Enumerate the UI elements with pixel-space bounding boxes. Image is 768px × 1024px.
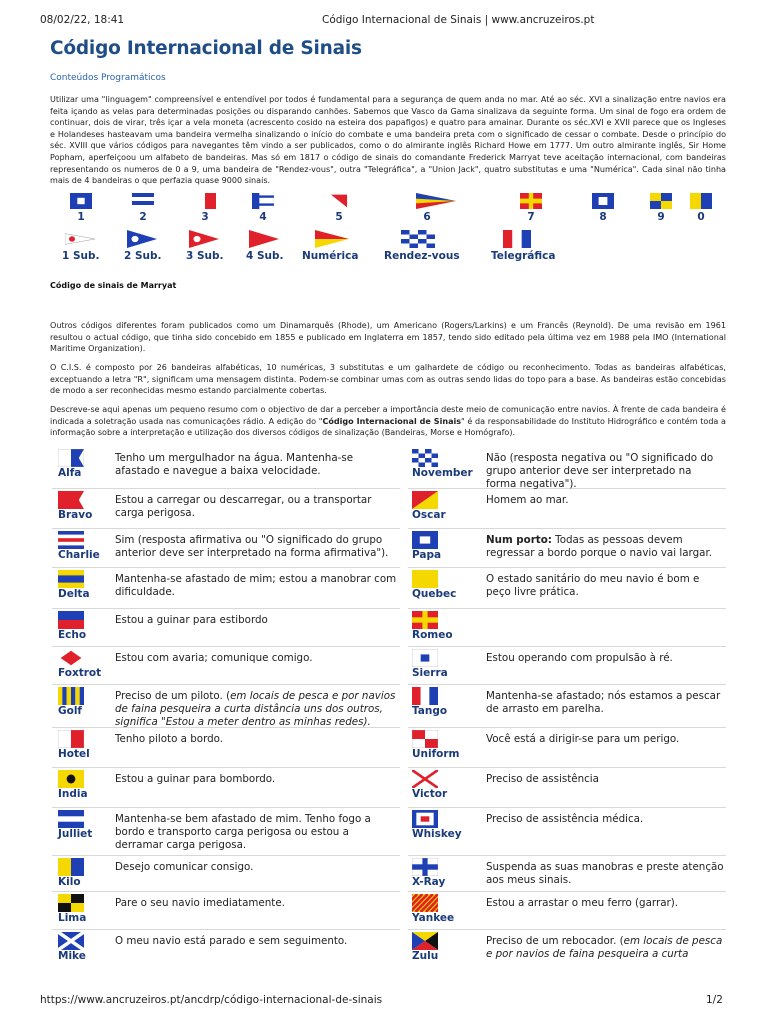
marryat-flag-8 bbox=[592, 193, 614, 213]
flag-name: Kilo bbox=[58, 876, 81, 888]
flag-meaning: Tenho um mergulhador na água. Mantenha-se afastado e navegue a baixa velocidade. bbox=[115, 452, 354, 478]
marryat-sub-label-4: 4 Sub. bbox=[246, 250, 284, 262]
flag-name: India bbox=[58, 788, 88, 800]
marryat-sub-flag-2 bbox=[127, 230, 157, 252]
flag-name: Romeo bbox=[412, 629, 453, 641]
print-header bbox=[0, 14, 768, 30]
marryat-sub-flag-6 bbox=[401, 230, 435, 252]
flag-meaning: Desejo comunicar consigo. bbox=[115, 861, 254, 873]
flag-meaning-text: "Estou a meter dentro as minhas redes). bbox=[161, 716, 371, 729]
flag-meaning: O estado sanitário do meu navio é bom e peço livre prática. bbox=[486, 573, 700, 599]
flag-name: Quebec bbox=[412, 588, 457, 600]
flag-meaning: Não (resposta negativa ou "O significado do grupo anterior deve ser interpretado na forma negativa"). bbox=[486, 452, 714, 491]
flag-name: Hotel bbox=[58, 748, 90, 760]
marryat-label-3: 3 bbox=[201, 211, 209, 223]
marryat-sub-label-2: 2 Sub. bbox=[124, 250, 162, 262]
flag-meaning-text: Preciso de um piloto. ( bbox=[115, 690, 231, 702]
flag-meaning: Estou com avaria; comunique comigo. bbox=[115, 652, 313, 664]
row-divider bbox=[52, 608, 400, 609]
flag-meaning: Estou operando com propulsão à ré. bbox=[486, 652, 673, 664]
row-divider bbox=[408, 727, 726, 728]
flag-meaning-bold: Num porto: bbox=[486, 534, 552, 546]
flag-name: Lima bbox=[58, 912, 87, 924]
intro-paragraph: Utilizar uma "linguagem" compreensível e entendível por todos é fundamental para a segurança de quem anda no mar. Até ao séc. XVI a sinalização entre navios era feita içando as velas para determinadas posições ou disparando canhões. Sabemos que Vasco da Gama sinalizava da seguinte forma. Um sinal de fogo era ordem de continuar, dois de virar, três içar a vela moneta (acrescento cosido na esteira dos papafigos) e quatro para amainar. Durante os séc.XVI e XVII parece que os Ingleses e Holandeses hasteavam uma bandeira vermelha sinalizando o início do combate e uma bandeira preta com o significado de cessar o combate. Desde o princípio do séc. XVIII que vários códigos para navegantes têm vindo a ser publicados, como o do almirante inglês Richard Howe em 1777. Um outro almirante inglês, Sir Home Popham, aperfeiçoou um alfabeto de bandeiras. Mas só em 1817 o código de sinais do comandante Frederick Marryat teve aceitação internacional, com bandeiras representando os numeros de 0 a 9, uma bandeira de "Rendez-vous", outra "Telegráfica", a "Union Jack", quatro substitutas e uma "Numérica". Cada sinal não tinha mais de 4 bandeiras o que perfazia quase 9000 sinais. bbox=[50, 95, 726, 186]
marryat-sub-flag-5 bbox=[315, 230, 349, 252]
flag-meaning-text: Preciso de um rebocador. ( bbox=[486, 935, 624, 947]
flag-name: Golf bbox=[58, 705, 82, 717]
flag-name: X-Ray bbox=[412, 876, 446, 888]
flag-name: Victor bbox=[412, 788, 448, 800]
row-divider bbox=[52, 488, 400, 489]
row-divider bbox=[408, 608, 726, 609]
page-title: Código Internacional de Sinais bbox=[50, 38, 362, 59]
marryat-flag-6 bbox=[416, 193, 456, 213]
flag-meaning: Mantenha-se bem afastado de mim. Tenho fogo a bordo e transporto carga perigosa ou estou a derramar carga perigosa. bbox=[115, 813, 371, 852]
flag-meaning-italic: em locais de pesca e por navios de faina pesqueira a curta distância uns dos outros, significa bbox=[115, 690, 396, 729]
flag-meaning: Suspenda as suas manobras e preste atenção aos meus sinais. bbox=[486, 861, 724, 887]
flag-meaning: Estou a guinar para estibordo bbox=[115, 614, 268, 626]
row-divider bbox=[52, 646, 400, 647]
flag-meaning: Preciso de assistência médica. bbox=[486, 813, 644, 825]
marryat-flag-9 bbox=[650, 193, 672, 213]
marryat-flag-0 bbox=[690, 193, 712, 213]
flag-name: Yankee bbox=[412, 912, 455, 924]
marryat-sub-label-1: 1 Sub. bbox=[62, 250, 100, 262]
flag-meaning: Estou a guinar para bombordo. bbox=[115, 773, 276, 785]
row-divider bbox=[52, 528, 400, 529]
row-divider bbox=[52, 891, 400, 892]
flag-name: Julliet bbox=[58, 828, 93, 840]
flag-meaning: Estou a arrastar o meu ferro (garrar). bbox=[486, 897, 679, 909]
history-paragraph: Outros códigos diferentes foram publicados como um Dinamarquês (Rhode), um Americano (Rogers/Larkins) e um Francês (Reynold). De uma revisão em 1961 resultou o actual código, que tinha sido concebido em 1855 e publicado em Inglaterra em 1857, tendo sido editado pela última vez em 1988 pela IMO (International Maritime Organization). bbox=[50, 321, 726, 354]
flag-name: Tango bbox=[412, 705, 448, 717]
composition-paragraph: O C.I.S. é composto por 26 bandeiras alfabéticas, 10 numéricas, 3 substitutas e um galhardete de código ou reconhecimento. Todas as bandeiras alfabéticas, exceptuando a letra "R", significam uma mensagem distinta. Podem-se combinar umas com as outras sendo lidas do topo para a base. As bandeiras estão concebidas de modo a ser reconhecidas mesmo estando parcialmente cobertas. bbox=[50, 363, 726, 396]
row-divider bbox=[52, 567, 400, 568]
row-divider bbox=[408, 646, 726, 647]
marryat-flag-3 bbox=[194, 193, 216, 213]
marryat-sub-flag-7 bbox=[503, 230, 531, 252]
marryat-flag-7 bbox=[520, 193, 542, 213]
row-divider bbox=[408, 855, 726, 856]
row-divider bbox=[408, 567, 726, 568]
marryat-sub-label-5: Numérica bbox=[302, 250, 359, 262]
flag-name: Whiskey bbox=[412, 828, 462, 840]
row-divider bbox=[52, 684, 400, 685]
marryat-sub-label-7: Telegráfica bbox=[491, 250, 556, 262]
flag-meaning: O meu navio está parado e sem seguimento. bbox=[115, 935, 348, 947]
marryat-label-4: 4 bbox=[259, 211, 267, 223]
marryat-label-1: 1 bbox=[77, 211, 85, 223]
flag-meaning: Sim (resposta afirmativa ou "O significado do grupo anterior deve ser interpretado na forma afirmativa"). bbox=[115, 534, 389, 560]
marryat-sub-label-6: Rendez-vous bbox=[384, 250, 460, 262]
flag-name: Sierra bbox=[412, 667, 448, 679]
print-datetime: 08/02/22, 18:41 bbox=[40, 14, 125, 26]
flag-meaning: Mantenha-se afastado; nós estamos a pescar de arrasto em parelha. bbox=[486, 690, 721, 716]
flag-name: Charlie bbox=[58, 549, 100, 561]
flag-name: Foxtrot bbox=[58, 667, 102, 679]
flag-meaning: Homem ao mar. bbox=[486, 494, 569, 506]
row-divider bbox=[408, 684, 726, 685]
programmatic-contents-link[interactable]: Conteúdos Programáticos bbox=[50, 73, 166, 83]
flag-name: Alfa bbox=[58, 467, 82, 479]
row-divider bbox=[52, 767, 400, 768]
print-tab-title: Código Internacional de Sinais | www.ancruzeiros.pt bbox=[322, 14, 595, 26]
summary-text-bold: Código Internacional de Sinais bbox=[322, 416, 462, 426]
marryat-label-2: 2 bbox=[139, 211, 147, 223]
summary-text-a: Descreve-se aqui apenas um pequeno resumo com o objectivo de dar a perceber a importância deste meio de comunicação entre navios. À frente de cada bandeira é indicada a soletração usada nas comunicações rádio. A edição do " bbox=[50, 405, 726, 426]
flag-name: Oscar bbox=[412, 509, 446, 521]
marryat-flag-1 bbox=[70, 193, 92, 213]
marryat-label-0: 0 bbox=[697, 211, 705, 223]
flag-meaning bbox=[486, 935, 724, 961]
flag-name: Papa bbox=[412, 549, 442, 561]
marryat-sub-label-3: 3 Sub. bbox=[186, 250, 224, 262]
row-divider bbox=[52, 855, 400, 856]
row-divider bbox=[408, 767, 726, 768]
marryat-label-5: 5 bbox=[335, 211, 343, 223]
flag-name: Mike bbox=[58, 950, 86, 962]
flag-meaning: Você está a dirigir-se para um perigo. bbox=[486, 733, 680, 745]
marryat-label-8: 8 bbox=[599, 211, 607, 223]
marryat-sub-flag-1 bbox=[65, 230, 95, 252]
row-divider bbox=[52, 807, 400, 808]
flag-meaning-italic: em locais de pesca e por navios de faina pesqueira a curta bbox=[486, 935, 723, 961]
flag-meaning bbox=[115, 690, 400, 730]
flag-meaning: Preciso de assistência bbox=[486, 773, 599, 785]
flag-name: Delta bbox=[58, 588, 90, 600]
marryat-label-9: 9 bbox=[657, 211, 665, 223]
marryat-flag-5 bbox=[328, 193, 350, 213]
row-divider bbox=[408, 929, 726, 930]
marryat-sub-flag-3 bbox=[189, 230, 219, 252]
print-url: https://www.ancruzeiros.pt/ancdrp/código-internacional-de-sinais bbox=[40, 994, 383, 1006]
print-page-number: 1/2 bbox=[706, 994, 723, 1006]
flag-name: Echo bbox=[58, 629, 87, 641]
marryat-sub-flag-4 bbox=[249, 230, 279, 252]
marryat-label-6: 6 bbox=[423, 211, 431, 223]
marryat-caption: Código de sinais de Marryat bbox=[50, 281, 177, 290]
row-divider bbox=[408, 807, 726, 808]
summary-text-c: " é da responsabilidade do Instituto Hidrográfico e contém toda a informação sobre a interpretação e utilização dos diversos códigos de sinalização (Bandeiras, Morse e Homógrafo). bbox=[50, 416, 726, 438]
flag-meaning: Estou a carregar ou descarregar, ou a transportar carga perigosa. bbox=[115, 494, 372, 520]
marryat-flag-2 bbox=[132, 193, 154, 213]
flag-name: Uniform bbox=[412, 748, 460, 760]
row-divider bbox=[408, 891, 726, 892]
marryat-label-7: 7 bbox=[527, 211, 535, 223]
row-divider bbox=[52, 929, 400, 930]
summary-paragraph bbox=[50, 404, 726, 439]
flag-name: Zulu bbox=[412, 950, 439, 962]
flag-meaning: Mantenha-se afastado de mim; estou a manobrar com dificuldade. bbox=[115, 573, 397, 599]
flag-meaning-text: Todas as pessoas devem regressar a bordo porque o navio vai largar. bbox=[486, 534, 713, 560]
flag-meaning bbox=[486, 534, 724, 560]
flag-name: November bbox=[412, 467, 473, 479]
flag-meaning: Pare o seu navio imediatamente. bbox=[115, 897, 285, 909]
row-divider bbox=[408, 528, 726, 529]
marryat-flag-4 bbox=[252, 193, 274, 213]
flag-name: Bravo bbox=[58, 509, 93, 521]
flag-meaning: Tenho piloto a bordo. bbox=[115, 733, 224, 745]
